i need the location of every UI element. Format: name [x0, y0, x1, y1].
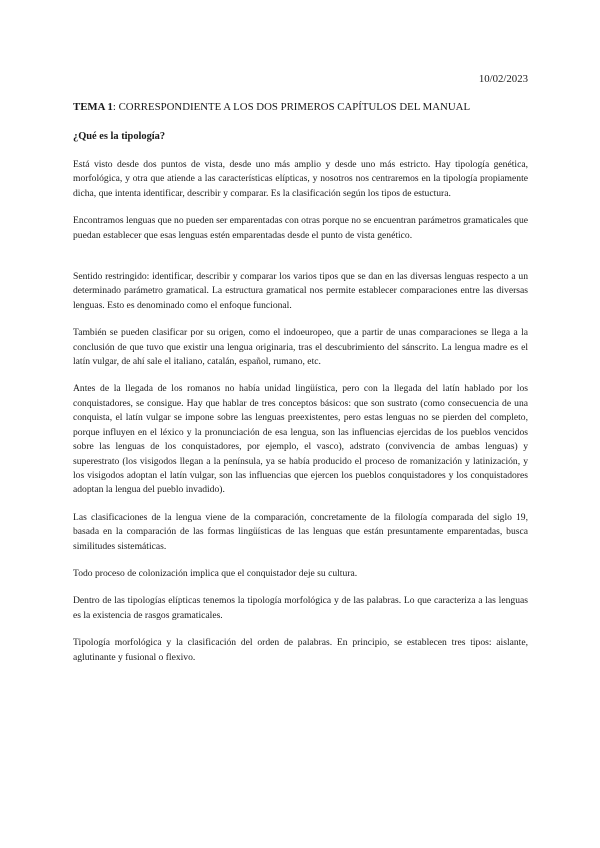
section-title-prefix: TEMA 1	[73, 101, 113, 113]
paragraph: Encontramos lenguas que no pueden ser emparentadas con otras porque no se encuentran parámetros gramaticales que puedan establecer que esas lenguas estén emparentadas desde el punto de vista genético.	[73, 215, 528, 241]
paragraph: Sentido restringido: identificar, describir y comparar los varios tipos que se dan en las diversas lenguas respecto a un determinado parámetro gramatical. La estructura gramatical nos permite establecer comparaciones entre las diversas lenguas. Esto es denominado como el enfoque funcional.	[73, 271, 528, 311]
paragraph: Tipología morfológica y la clasificación del orden de palabras. En principio, se establecen tres tipos: aislante, aglutinante y fusional o flexivo.	[73, 637, 528, 663]
document-date: 10/02/2023	[478, 73, 528, 85]
section-title	[73, 100, 528, 114]
paragraph: Dentro de las tipologías elípticas tenemos la tipología morfológica y de las palabras. Lo que caracteriza a las lenguas es la existencia de rasgos gramaticales.	[73, 595, 528, 621]
document-body	[73, 100, 528, 678]
section-question: ¿Qué es la tipología?	[73, 131, 166, 142]
paragraph: Antes de la llegada de los romanos no había unidad lingüística, pero con la llegada del latín hablado por los conquistadores, se consigue. Hay que hablar de tres conceptos básicos: que son sustrato (como consecuencia de una conquista, el latín vulgar se impone sobre las lenguas preexistentes, pero estas lenguas no se pierden del completo, porque influyen en el léxico y la pronunciación de esa lengua, son las influencias ejercidas de los pueblos vencidos sobre las lenguas de los conquistadores, por ejemplo, el vasco), adstrato (convivencia de ambas lenguas) y superestrato (los visigodos llegan a la península, ya se había producido el proceso de romanización y latinización, y los visigodos adoptan el latín vulgar, son las influencias que ejercen los pueblos conquistadores y los conquistadores adoptan la lengua del pueblo invadido).	[73, 383, 528, 496]
paragraph: Las clasificaciones de la lengua viene de la comparación, concretamente de la filología comparada del siglo 19, basada en la comparación de las formas lingüísticas de las lenguas que están presuntamente emparentadas, busca similitudes sistemáticas.	[73, 511, 528, 552]
paragraph: Todo proceso de colonización implica que el conquistador deje su cultura.	[73, 567, 358, 579]
paragraph: Está visto desde dos puntos de vista, desde uno más amplio y desde uno más estricto. Hay tipología genética, morfológica, y otra que atiende a las características elípticas, y nosotros nos centraremos en la tipología propiamente dicha, que intenta identificar, describir y comparar. Es la clasificación según los tipos de estuctura.	[73, 159, 528, 199]
paragraph: También se pueden clasificar por su origen, como el indoeuropeo, que a partir de unas comparaciones se llega a la conclusión de que tuvo que existir una lengua originaria, tras el descubrimiento del sánscrito. La lengua madre es el latín vulgar, de ahí sale el italiano, catalán, español, rumano, etc.	[73, 327, 528, 368]
section-title-text: : CORRESPONDIENTE A LOS DOS PRIMEROS CAPÍTULOS DEL MANUAL	[112, 101, 471, 113]
